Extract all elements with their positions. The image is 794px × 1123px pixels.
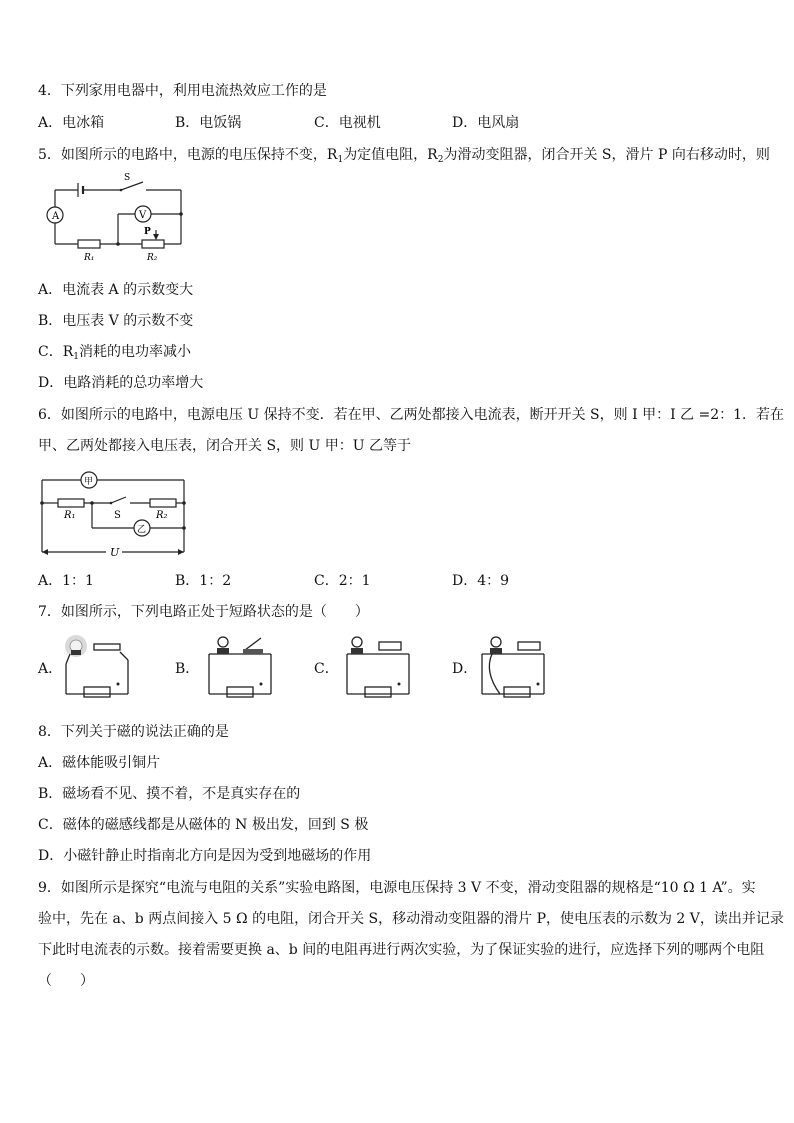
q6-stem-line2: 甲、乙两处都接入电压表，闭合开关 S，则 U 甲：U 乙等于: [38, 438, 411, 454]
q5-option-d: D．电路消耗的总功率增大: [38, 375, 204, 391]
q5-resistor-r2: [142, 240, 164, 248]
q7-circuit-a-illustration: [62, 632, 134, 702]
q6-option-a: A．1：1: [38, 573, 94, 589]
q5-slider-label: P: [144, 227, 151, 237]
q7-stem: 7．如图所示，下列电路正处于短路状态的是（ ）: [38, 604, 369, 620]
q7-b-battery: [227, 687, 253, 697]
q9-stem-line3: 下此时电流表的示数。接着需要更换 a、b 间的电阻再进行两次实验，为了保证实验的进行，应选择下列的哪两个电阻: [38, 942, 765, 958]
q6-resistor-r1: [58, 499, 84, 507]
q6-option-c: C．2：1: [314, 573, 371, 589]
q5-stem-part1: 5．如图所示的电路中，电源的电压保持不变，R: [38, 147, 338, 163]
q9-stem-line4: （ ）: [38, 973, 94, 989]
q5-option-c: [38, 343, 191, 366]
q7-label-c: C．: [314, 661, 339, 677]
q5-stem-sub2: 2: [437, 155, 444, 165]
q7-d-short-wire: [489, 654, 500, 694]
q7-d-bulb: [491, 637, 501, 647]
q6-r1-label: R₁: [64, 510, 76, 521]
q5-r2-label: R₂: [147, 253, 158, 263]
q4-option-b: B．电饭锅: [175, 115, 242, 131]
q6-option-d: D．4：9: [452, 573, 510, 589]
q4-option-d: D．电风扇: [452, 115, 520, 131]
q7-a-switch: [94, 644, 120, 650]
q5-stem-sub1: 1: [337, 155, 344, 165]
q7-label-d: D．: [452, 661, 478, 677]
q7-d-switch: [518, 642, 540, 650]
q4-stem: 4．下列家用电器中，利用电流热效应工作的是: [38, 83, 327, 99]
q7-b-switch-blade: [245, 638, 261, 650]
q7-d-battery: [504, 687, 530, 697]
q5-option-a: A．电流表 A 的示数变大: [38, 282, 194, 298]
q6-stem-line1: 6．如图所示的电路中，电源电压 U 保持不变．若在甲、乙两处都接入电流表，断开开关 S，则 I 甲：I 乙 =2：1．若在: [38, 407, 785, 423]
q7-c-switch: [379, 642, 401, 650]
q9-stem-line1: 9．如图所示是探究“电流与电阻的关系”实验电路图，电源电压保持 3 V 不变，滑动变阻器的规格是“10 Ω 1 A”。实: [38, 880, 756, 896]
q5-resistor-r1: [78, 240, 100, 248]
q9-stem-line2: 验中，先在 a、b 两点间接入 5 Ω 的电阻，闭合开关 S，移动滑动变阻器的滑片 P，使电压表的示数为 2 V，读出并记录: [38, 911, 784, 927]
q8-option-b: B．磁场看不见、摸不着，不是真实存在的: [38, 786, 301, 802]
q6-voltage-label: U: [110, 546, 120, 559]
q7-circuit-d-illustration: [478, 632, 550, 702]
q8-option-a: A．磁体能吸引铜片: [38, 755, 161, 771]
q4-option-a: A．电冰箱: [38, 115, 105, 131]
q6-switch-label: S: [114, 510, 121, 521]
q7-label-b: B．: [175, 661, 200, 677]
q7-circuit-b-illustration: [205, 632, 277, 702]
q8-option-d: D．小磁针静止时指南北方向是因为受到地磁场的作用: [38, 848, 372, 864]
q6-resistor-r2: [150, 499, 176, 507]
q5-option-c-sub: 1: [73, 352, 79, 362]
q6-circuit-diagram: [38, 466, 190, 560]
q5-stem: [38, 146, 770, 169]
q5-voltmeter-label: V: [139, 210, 147, 221]
q5-option-c-pre: C．R: [38, 344, 74, 360]
q5-stem-part3: 为滑动变阻器，闭合开关 S，滑片 P 向右移动时，则: [443, 147, 770, 163]
q6-meter-bottom-label: 乙: [137, 525, 147, 535]
q7-c-battery: [365, 687, 391, 697]
q5-ammeter-label: A: [52, 211, 60, 222]
q6-r2-label: R₂: [156, 510, 168, 521]
q6-switch-blade: [111, 497, 126, 503]
q7-circuit-c-illustration: [343, 632, 415, 702]
q7-a-battery: [84, 687, 110, 697]
q4-option-c: C．电视机: [314, 115, 381, 131]
q5-stem-part2: 为定值电阻，R: [343, 147, 438, 163]
q6-option-b: B．1：2: [175, 573, 232, 589]
q7-b-bulb: [218, 637, 228, 647]
q5-option-b: B．电压表 V 的示数不变: [38, 313, 194, 329]
q5-switch-blade: [121, 182, 143, 190]
q7-label-a: A．: [38, 661, 63, 677]
q8-option-c: C．磁体的磁感线都是从磁体的 N 极出发，回到 S 极: [38, 817, 369, 833]
q5-option-c-post: 消耗的电功率减小: [79, 344, 191, 360]
q5-circuit-diagram: [38, 172, 198, 264]
q5-r1-label: R₁: [84, 253, 95, 263]
q6-meter-top-label: 甲: [84, 477, 94, 487]
q5-switch-label: S: [124, 173, 131, 183]
q8-stem: 8．下列关于磁的说法正确的是: [38, 724, 229, 740]
q7-c-bulb: [352, 637, 362, 647]
